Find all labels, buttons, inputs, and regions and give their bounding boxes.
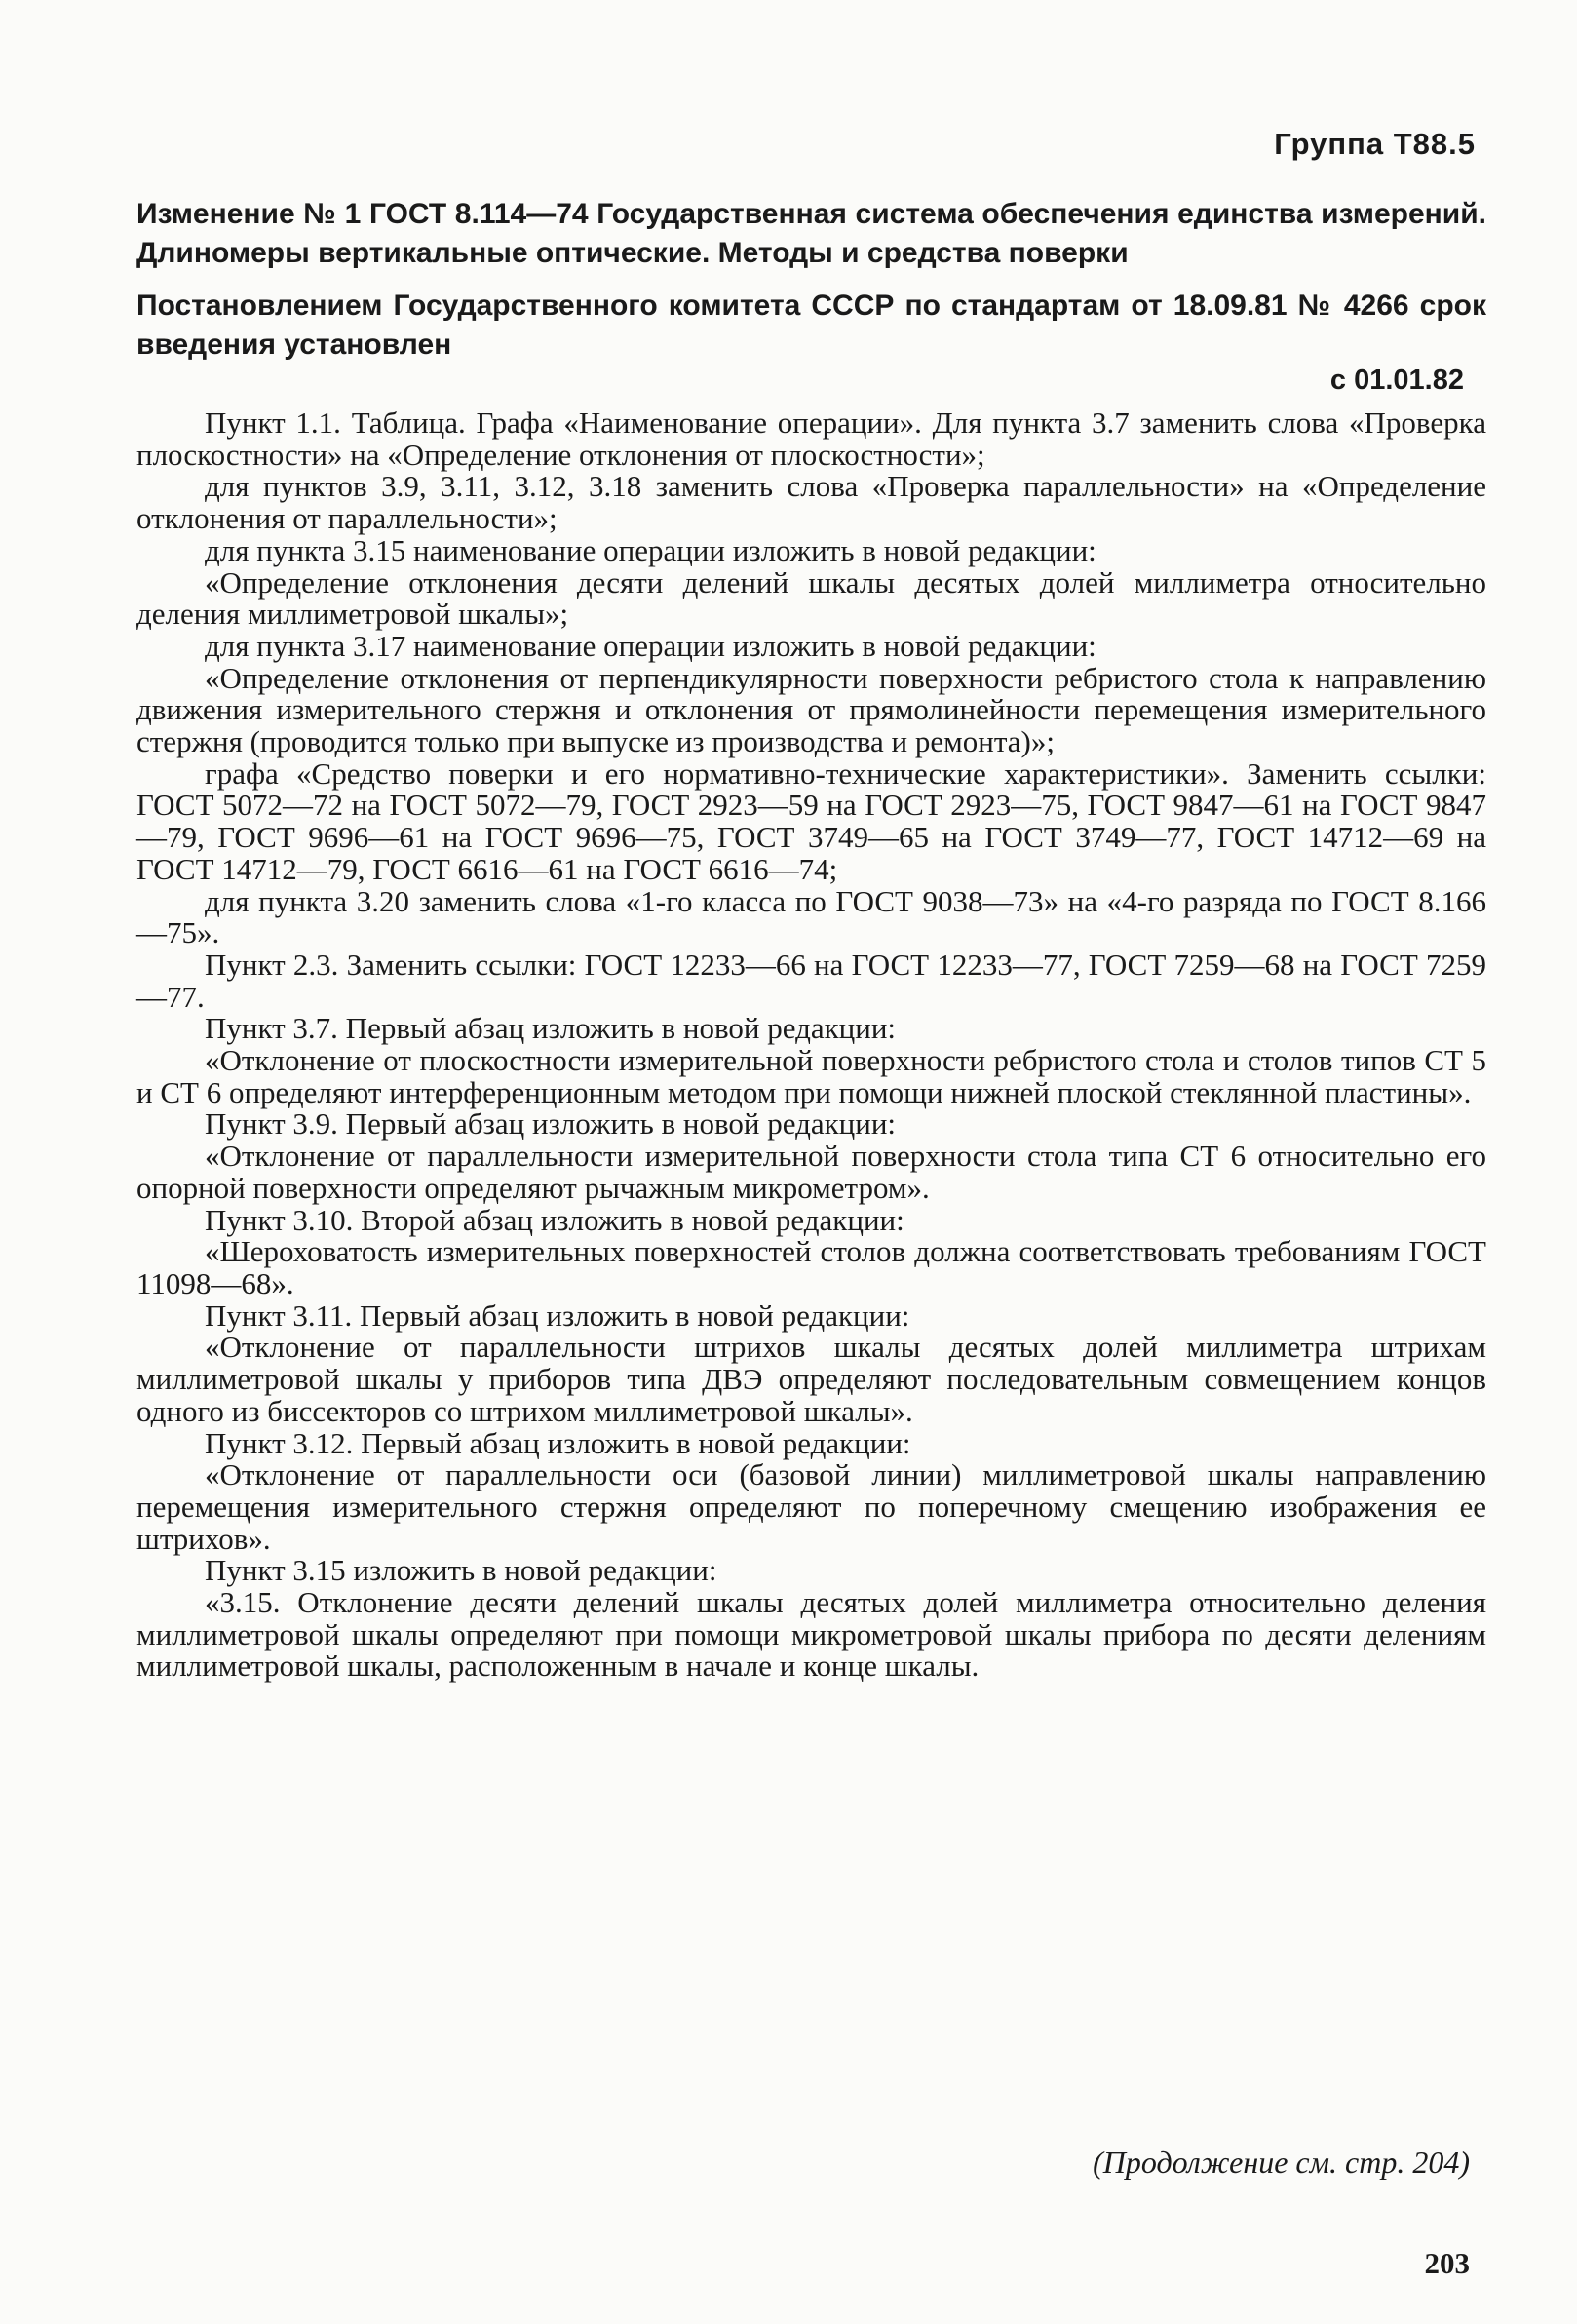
paragraph: для пункта 3.17 наименование операции изложить в новой редакции: — [205, 628, 1096, 663]
effective-date: с 01.01.82 — [1329, 365, 1464, 396]
paragraph: «Определение отклонения десяти делений шкалы десятых долей миллиметра относительно деления миллиметровой шкалы»; — [136, 564, 1486, 632]
amendment-body — [136, 407, 1486, 1683]
paragraph: графа «Средство поверки и его нормативно-технические характеристики». Заменить ссылки: ГОСТ 5072—72 на ГОСТ 5072—79, ГОСТ 2923—59 на ГОСТ 2923—75, ГОСТ 9847—61 на ГОСТ 9847—79, ГОСТ 9696—61 на ГОСТ 9696—75, ГОСТ 3749—65 на ГОСТ 3749—77, ГОСТ 14712—69 на ГОСТ 14712—79, ГОСТ 6616—61 на ГОСТ 6616—74; — [136, 755, 1486, 886]
page-number: 203 — [1424, 2246, 1470, 2280]
paragraph: «Определение отклонения от перпендикулярности поверхности ребристого стола к направлению движения измерительного стержня и отклонения от прямолинейности перемещения измерительного стержня (проводится только при выпуске из производства и ремонта)»; — [136, 660, 1486, 759]
paragraph: Пункт 3.15 изложить в новой редакции: — [205, 1553, 717, 1588]
paragraph: «Отклонение от параллельности штрихов шкалы десятых долей миллиметра штрихам миллиметровой шкалы у приборов типа ДВЭ определяют последовательным совмещением концов одного из биссекторов со штрихом миллиметровой шкалы». — [136, 1330, 1486, 1428]
paragraph: Пункт 3.10. Второй абзац изложить в новой редакции: — [205, 1202, 904, 1237]
continued-note: (Продолжение см. стр. 204) — [1093, 2145, 1470, 2180]
paragraph: «3.15. Отклонение десяти делений шкалы десятых долей миллиметра относительно деления миллиметровой шкалы определяют при помощи микрометровой шкалы прибора по десяти делениям миллиметровой шкалы, расположенным в начале и конце шкалы. — [136, 1585, 1486, 1684]
paragraph: «Отклонение от плоскостности измерительной поверхности ребристого стола и столов типов СТ 5 и СТ 6 определяют интерференционным методом при помощи нижней плоской стеклянной пластины». — [136, 1043, 1486, 1109]
resolution-line: Постановлением Государственного комитета СССР по стандартам от 18.09.81 № 4266 срок введения установлен — [136, 290, 1486, 361]
paragraph: для пункта 3.15 наименование операции изложить в новой редакции: — [205, 532, 1096, 567]
paragraph: для пункта 3.20 заменить слова «1-го класса по ГОСТ 9038—73» на «4-го разряда по ГОСТ 8.166—75». — [136, 883, 1486, 950]
paragraph: Пункт 3.7. Первый абзац изложить в новой редакции: — [205, 1011, 897, 1046]
paragraph: Пункт 3.9. Первый абзац изложить в новой редакции: — [205, 1106, 897, 1142]
paragraph: Пункт 1.1. Таблица. Графа «Наименование операции». Для пункта 3.7 заменить слова «Проверка плоскостности» на «Определение отклонения от плоскостности»; — [136, 406, 1486, 472]
document-title: Изменение № 1 ГОСТ 8.114—74 Государственная система обеспечения единства измерений. Длиномеры вертикальные оптические. Методы и средства поверки — [136, 198, 1486, 269]
paragraph: Пункт 2.3. Заменить ссылки: ГОСТ 12233—66 на ГОСТ 12233—77, ГОСТ 7259—68 на ГОСТ 7259—77. — [136, 947, 1486, 1014]
paragraph: Пункт 3.12. Первый абзац изложить в новой редакции: — [205, 1425, 911, 1460]
paragraph: «Шероховатость измерительных поверхностей столов должна соответствовать требованиям ГОСТ 11098—68». — [136, 1234, 1486, 1300]
group-label: Группа Т88.5 — [1274, 127, 1476, 161]
paragraph: «Отклонение от параллельности измерительной поверхности стола типа СТ 6 относительно его опорной поверхности определяют рычажным микрометром». — [136, 1139, 1486, 1205]
paragraph: Пункт 3.11. Первый абзац изложить в новой редакции: — [205, 1298, 910, 1333]
paragraph: для пунктов 3.9, 3.11, 3.12, 3.18 заменить слова «Проверка параллельности» на «Определение отклонения от параллельности»; — [136, 469, 1486, 536]
paragraph: «Отклонение от параллельности оси (базовой линии) миллиметровой шкалы направлению перемещения измерительного стержня определяют по поперечному смещению изображения ее штрихов». — [136, 1457, 1486, 1556]
